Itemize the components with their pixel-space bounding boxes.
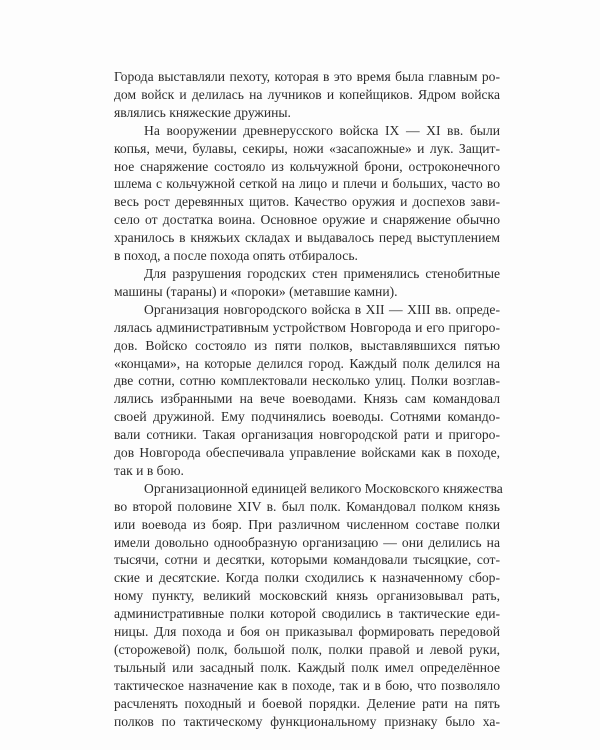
text-line: полков по тактическому функциональному признаку было ха- bbox=[114, 713, 500, 729]
text-line: лялись избранными на вече воеводами. Князь сам командовал bbox=[114, 391, 500, 407]
text-line: Организационной единицей великого Московского княжества bbox=[144, 480, 503, 496]
paragraph-4 bbox=[114, 301, 500, 480]
paragraph-3 bbox=[114, 265, 500, 301]
text-line: ские и десятские. Когда полки сходились к назначенному сбор- bbox=[114, 570, 500, 586]
text-line: ному пункту, великий московский князь организовывал рать, bbox=[114, 588, 500, 604]
text-line: являлись княжеские дружины. bbox=[114, 104, 291, 120]
text-line: Города выставляли пехоту, которая в это время была главным ро- bbox=[114, 69, 500, 84]
text-line: Организация новгородского войска в XII — XIII вв. опреде- bbox=[144, 301, 500, 317]
text-line: село от достатка воина. Основное оружие и снаряжение обычно bbox=[114, 212, 500, 228]
text-line: своей дружиной. Ему подчинялись воеводы. Сотнями командо- bbox=[114, 409, 500, 425]
text-line: тактическое назначение как в походе, так и в бою, что позволяло bbox=[114, 677, 500, 693]
text-line: две сотни, сотню комплектовали несколько улиц. Полки возглав- bbox=[114, 373, 500, 389]
text-line: дом войск и делилась на лучников и копейщиков. Ядром войска bbox=[114, 86, 500, 102]
text-line: административные полки которой сводились в тактические еди- bbox=[114, 606, 500, 622]
text-line: машины (тараны) и «пороки» (метавшие камни). bbox=[114, 283, 398, 299]
text-line: (сторожевой) полк, большой полк, полки правой и левой руки, bbox=[114, 642, 500, 657]
text-line: копья, мечи, булавы, секиры, ножи «засапожные» и лук. Защит- bbox=[114, 140, 500, 156]
text-line: «концами», на которые делился город. Каждый полк делился на bbox=[114, 355, 500, 371]
body-text bbox=[114, 68, 503, 731]
text-line: тысячи, сотни и десятки, которыми командовали тысяцкие, сот- bbox=[114, 552, 500, 568]
text-line: во второй половине XIV в. был полк. Командовал полком князь bbox=[114, 498, 500, 514]
text-line: лялась административным устройством Новгорода и его пригоро- bbox=[114, 319, 500, 335]
paragraph-5 bbox=[114, 480, 503, 731]
text-line: дов. Войско состояло из пяти полков, выставлявшихся пятью bbox=[114, 337, 500, 353]
text-line: ное снаряжение состояло из кольчужной брони, остроконечного bbox=[114, 158, 500, 174]
text-line: в поход, а после похода опять отбиралось. bbox=[114, 248, 358, 264]
paragraph-2 bbox=[114, 122, 500, 265]
text-line: Для разрушения городских стен применялись стенобитные bbox=[144, 265, 500, 281]
text-line: дов Новгорода обеспечивала управление войсками как в походе, bbox=[114, 445, 500, 461]
text-line: На вооружении древнерусского войска IX — XI вв. были bbox=[144, 122, 500, 138]
paragraph-1 bbox=[114, 68, 500, 122]
text-line: ницы. Для похода и боя он приказывал формировать передовой bbox=[114, 624, 500, 640]
text-line: весь рост деревянных щитов. Качество оружия и доспехов зави- bbox=[114, 194, 500, 210]
text-line: хранилось в княжьих складах и выдавалось перед выступлением bbox=[114, 230, 500, 246]
text-line: так и в бою. bbox=[114, 462, 184, 478]
text-line: имели довольно однообразную организацию — они делились на bbox=[114, 534, 500, 550]
text-line: расчленять походный и боевой порядки. Деление рати на пять bbox=[114, 695, 500, 711]
text-line: шлема с кольчужной сеткой на лицо и плечи и больших, часто во bbox=[114, 176, 500, 192]
text-line: вали сотники. Такая организация новгородской рати и пригоро- bbox=[114, 427, 500, 443]
text-line: или воевода из бояр. При различном численном составе полки bbox=[114, 516, 500, 532]
text-line: тыльный или засадный полк. Каждый полк имел определённое bbox=[114, 659, 500, 675]
